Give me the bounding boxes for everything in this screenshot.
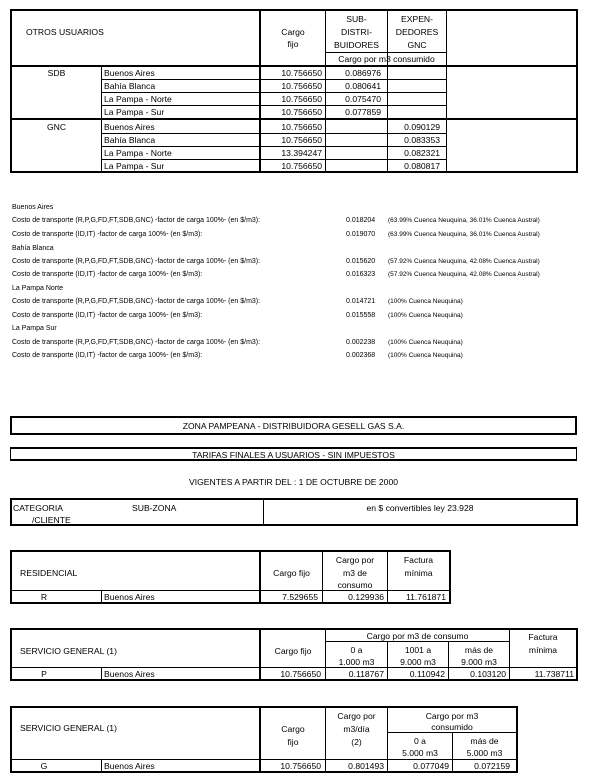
otros-usuarios-header: OTROS USUARIOS bbox=[26, 27, 104, 37]
sgg-dia-label-2: m3/día bbox=[343, 724, 370, 734]
sgg-range2-a: más de bbox=[470, 736, 499, 746]
transporte-value-7: 0.002238 bbox=[346, 339, 376, 346]
residencial-zona: Buenos Aires bbox=[104, 592, 155, 602]
sdb-zona-1: Buenos Aires bbox=[104, 68, 155, 78]
sgp-m3-header: Cargo por m3 de consumo bbox=[366, 631, 469, 641]
sgp-v1: 0.118767 bbox=[348, 669, 384, 679]
transporte-label-1: Costo de transporte (R,P,G,FD,FT,SDB,GNC) -factor de carga 100%- (en $/m3): bbox=[12, 217, 261, 224]
transporte-value-5: 0.014721 bbox=[346, 298, 376, 305]
sdb-fijo-2: 10.756650 bbox=[281, 81, 322, 91]
residencial-m3-label-2: m3 de bbox=[343, 568, 367, 578]
sgp-v3: 0.103120 bbox=[470, 669, 506, 679]
cargo-fijo-header-1: Cargo bbox=[281, 27, 305, 37]
sgg-range1-b: 5.000 m3 bbox=[402, 748, 438, 758]
residencial-min: 11.761871 bbox=[406, 592, 446, 602]
transporte-value-8: 0.002368 bbox=[346, 352, 376, 359]
expend-header-3: GNC bbox=[407, 40, 427, 50]
transporte-label-6: Costo de transporte (ID,IT) -factor de carga 100%- (en $/m3): bbox=[12, 312, 203, 319]
sgg-range1-a: 0 a bbox=[414, 736, 426, 746]
subdist-header-3: BUIDORES bbox=[334, 40, 379, 50]
gnc-fijo-3: 13.394247 bbox=[281, 148, 322, 158]
transporte-label-4: Costo de transporte (ID,IT) -factor de carga 100%- (en $/m3): bbox=[12, 271, 203, 278]
sgp-range2-a: 1001 a bbox=[404, 645, 432, 655]
sgg-title: SERVICIO GENERAL (1) bbox=[20, 723, 117, 733]
transporte-note-1: (63.99% Cuenca Neuquina, 36.01% Cuenca Austral) bbox=[388, 217, 540, 224]
sdb-sub-1: 0.086976 bbox=[345, 68, 381, 78]
sgp-range1-b: 1.000 m3 bbox=[338, 657, 375, 667]
sgp-fijo-label: Cargo fijo bbox=[274, 646, 312, 656]
sdb-zona-4: La Pampa - Sur bbox=[104, 107, 165, 117]
sgp-range3-b: 9.000 m3 bbox=[461, 657, 497, 667]
transporte-value-6: 0.015558 bbox=[346, 312, 376, 319]
gnc-zona-4: La Pampa - Sur bbox=[104, 161, 165, 171]
transporte-value-2: 0.019070 bbox=[346, 231, 376, 238]
transporte-label-8: Costo de transporte (ID,IT) -factor de carga 100%- (en $/m3): bbox=[12, 352, 203, 359]
categoria-label: CATEGORIA bbox=[13, 503, 63, 513]
transporte-heading-1: Buenos Aires bbox=[12, 204, 54, 211]
gnc-zona-2: Bahía Blanca bbox=[104, 135, 156, 145]
subdist-header-2: DISTRI- bbox=[340, 27, 373, 37]
transporte-note-6: (100% Cuenca Neuquina) bbox=[388, 312, 463, 319]
residencial-min-label-2: mínima bbox=[404, 568, 433, 578]
sgg-fijo-label-2: fijo bbox=[287, 737, 299, 747]
sgg-cat: G bbox=[40, 761, 48, 771]
group-name-gnc: GNC bbox=[46, 122, 67, 132]
transporte-value-1: 0.018204 bbox=[346, 217, 376, 224]
zona-title-box bbox=[10, 416, 577, 435]
transporte-note-8: (100% Cuenca Neuquina) bbox=[388, 352, 463, 359]
sdb-zona-3: La Pampa - Norte bbox=[104, 94, 172, 104]
sgp-min-label-2: mínima bbox=[528, 645, 558, 655]
residencial-title: RESIDENCIAL bbox=[20, 568, 78, 578]
sgp-range1-a: 0 a bbox=[350, 645, 363, 655]
sgg-m3-header-2: consumido bbox=[431, 722, 473, 732]
sdb-fijo-3: 10.756650 bbox=[281, 94, 322, 104]
gnc-zona-3: La Pampa - Norte bbox=[104, 148, 172, 158]
sgp-range3-a: más de bbox=[464, 645, 494, 655]
sgg-fijo: 10.756650 bbox=[280, 761, 321, 771]
group-name-sdb: SDB bbox=[47, 68, 66, 78]
cargo-m3-header: Cargo por m3 consumido bbox=[338, 54, 435, 64]
transporte-value-4: 0.016323 bbox=[346, 271, 376, 278]
sgp-min: 11.738711 bbox=[534, 669, 574, 679]
transporte-heading-3: La Pampa Norte bbox=[12, 285, 63, 292]
transporte-value-3: 0.015620 bbox=[346, 258, 376, 265]
cliente-label: /CLIENTE bbox=[32, 515, 71, 525]
transporte-heading-2: Bahía Blanca bbox=[12, 245, 54, 252]
sgg-dia-label-3: (2) bbox=[351, 737, 362, 747]
subzona-label: SUB-ZONA bbox=[132, 503, 177, 513]
sdb-sub-3: 0.075470 bbox=[345, 94, 381, 104]
transporte-heading-4: La Pampa Sur bbox=[12, 325, 57, 332]
sgg-dia-label-1: Cargo por bbox=[337, 711, 376, 721]
sgg-v2: 0.072159 bbox=[474, 761, 510, 771]
sgp-v2: 0.110942 bbox=[409, 669, 445, 679]
gnc-exp-4: 0.080817 bbox=[404, 161, 440, 171]
sgp-title: SERVICIO GENERAL (1) bbox=[20, 646, 117, 656]
sgg-range2-b: 5.000 m3 bbox=[466, 748, 503, 758]
transporte-label-3: Costo de transporte (R,P,G,FD,FT,SDB,GNC) -factor de carga 100%- (en $/m3): bbox=[12, 258, 261, 265]
sgp-min-label-1: Factura bbox=[528, 632, 558, 642]
residencial-fijo: 7.529655 bbox=[282, 592, 318, 602]
expend-header-1: EXPEN- bbox=[401, 14, 433, 24]
gnc-fijo-1: 10.756650 bbox=[281, 122, 322, 132]
moneda-label: en $ convertibles ley 23.928 bbox=[366, 503, 474, 513]
transporte-label-5: Costo de transporte (R,P,G,FD,FT,SDB,GNC) -factor de carga 100%- (en $/m3): bbox=[12, 298, 261, 305]
transporte-label-2: Costo de transporte (ID,IT) -factor de carga 100%- (en $/m3): bbox=[12, 231, 203, 238]
tarifas-title: TARIFAS FINALES A USUARIOS - SIN IMPUESTOS bbox=[192, 450, 395, 460]
residencial-m3-label-3: consumo bbox=[337, 580, 373, 590]
sgg-m3-header-1: Cargo por m3 bbox=[425, 711, 479, 721]
subdist-header-1: SUB- bbox=[346, 14, 367, 24]
transporte-note-2: (63.99% Cuenca Neuquina, 36.01% Cuenca Austral) bbox=[388, 231, 540, 238]
gnc-exp-3: 0.082321 bbox=[404, 148, 440, 158]
sdb-fijo-4: 10.756650 bbox=[281, 107, 322, 117]
residencial-min-label-1: Factura bbox=[403, 555, 434, 565]
residencial-cat: R bbox=[40, 592, 48, 602]
sgp-fijo: 10.756650 bbox=[280, 669, 321, 679]
sdb-sub-2: 0.080641 bbox=[345, 81, 381, 91]
sgg-zona: Buenos Aires bbox=[104, 761, 155, 771]
sdb-zona-2: Bahía Blanca bbox=[104, 81, 156, 91]
sdb-sub-4: 0.077859 bbox=[345, 107, 381, 117]
transporte-label-7: Costo de transporte (R,P,G,FD,FT,SDB,GNC) -factor de carga 100%- (en $/m3): bbox=[12, 339, 261, 346]
tarifas-title-box bbox=[10, 447, 577, 461]
expend-header-2: DEDORES bbox=[395, 27, 439, 37]
gnc-exp-2: 0.083353 bbox=[404, 135, 440, 145]
gnc-fijo-2: 10.756650 bbox=[281, 135, 322, 145]
residencial-m3-label-1: Cargo por bbox=[335, 555, 375, 565]
gnc-zona-1: Buenos Aires bbox=[104, 122, 155, 132]
residencial-fijo-label: Cargo fijo bbox=[273, 568, 310, 578]
sgp-range2-b: 9.000 m3 bbox=[400, 657, 436, 667]
sgg-fijo-label-1: Cargo bbox=[281, 724, 305, 734]
transporte-note-7: (100% Cuenca Neuquina) bbox=[388, 339, 463, 346]
vigentes-text: VIGENTES A PARTIR DEL : 1 DE OCTUBRE DE 2000 bbox=[188, 477, 399, 487]
sgg-dia: 0.801493 bbox=[348, 761, 384, 771]
transporte-note-3: (57.92% Cuenca Neuquina, 42.08% Cuenca Austral) bbox=[388, 258, 540, 265]
sgp-zona: Buenos Aires bbox=[104, 669, 155, 679]
zona-title: ZONA PAMPEANA - DISTRIBUIDORA GESELL GAS S.A. bbox=[182, 421, 405, 431]
transporte-note-4: (57.92% Cuenca Neuquina, 42.08% Cuenca Austral) bbox=[388, 271, 540, 278]
cargo-fijo-header-2: fijo bbox=[287, 39, 299, 49]
transporte-note-5: (100% Cuenca Neuquina) bbox=[388, 298, 463, 305]
residencial-m3: 0.129936 bbox=[348, 592, 384, 602]
sgp-cat: P bbox=[41, 669, 47, 679]
gnc-exp-1: 0.090129 bbox=[404, 122, 440, 132]
sdb-fijo-1: 10.756650 bbox=[281, 68, 322, 78]
sgg-v1: 0.077049 bbox=[413, 761, 449, 771]
gnc-fijo-4: 10.756650 bbox=[281, 161, 322, 171]
